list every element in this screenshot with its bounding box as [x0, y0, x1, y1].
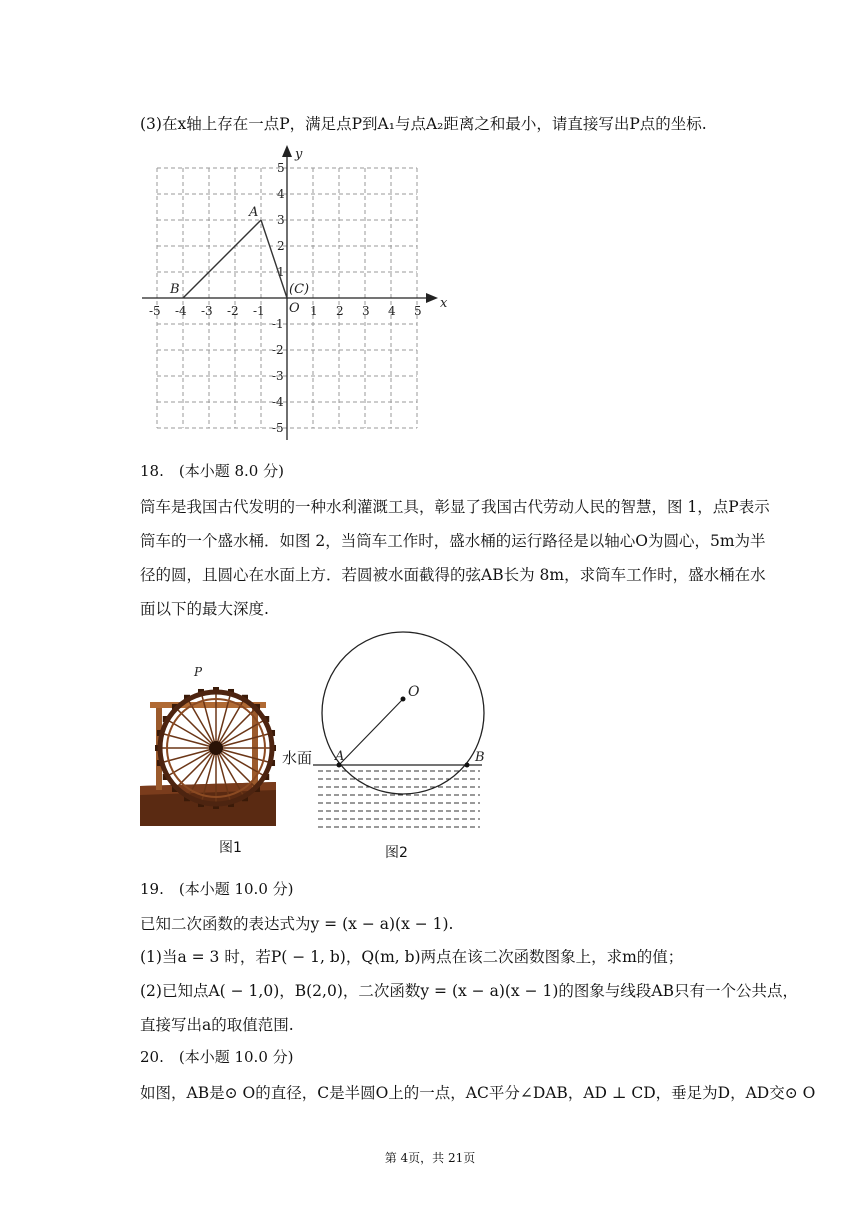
question-19-line-1: 已知二次函数的表达式为y = (x − a)(x − 1).	[140, 915, 454, 933]
problem-17-part-3: (3)在x轴上存在一点P，满足点P到A₁与点A₂距离之和最小，请直接写出P点的坐标.	[140, 115, 707, 133]
question-19-line-3: (2)已知点A( − 1,0)，B(2,0)，二次函数y = (x − a)(x − 1)的图象与线段AB只有一个公共点，	[140, 982, 799, 1000]
x-axis-arrow	[426, 293, 438, 303]
question-18-line-4: 面以下的最大深度.	[140, 600, 269, 618]
question-18-header: 18. (本小题 8.0 分)	[140, 462, 284, 480]
fig2-label-A: A	[335, 749, 345, 764]
question-19-line-2: (1)当a = 3 时，若P( − 1, b)，Q(m, b)两点在该二次函数图象上，求m的值；	[140, 948, 684, 966]
y-tick-label: -4	[272, 395, 284, 409]
y-axis-arrow	[282, 145, 292, 157]
wheel-circle	[322, 632, 484, 794]
y-tick-label: 4	[277, 187, 285, 201]
y-tick-label: 1	[277, 265, 285, 279]
question-20-line-1: 如图，AB是⊙ O的直径，C是半圆O上的一点，AC平分∠DAB，AD ⊥ CD，垂足为D，AD交⊙ O	[140, 1084, 816, 1102]
x-tick-label: 3	[362, 304, 370, 318]
water-wheel-photo	[140, 664, 276, 826]
segment-AC	[261, 220, 287, 298]
x-tick-label: -2	[227, 304, 239, 318]
x-tick-label: -3	[201, 304, 213, 318]
y-tick-label: -3	[272, 369, 284, 383]
question-19-header: 19. (本小题 10.0 分)	[140, 880, 294, 898]
axis-name-x: x	[440, 296, 448, 311]
x-tick-label: 4	[388, 304, 396, 318]
axis-name-y: y	[295, 147, 303, 162]
radius-OA	[339, 699, 403, 765]
center-O	[401, 697, 406, 702]
x-tick-label: -5	[149, 304, 161, 318]
figure-2-caption: 图2	[385, 845, 408, 861]
x-tick-label: -4	[175, 304, 187, 318]
point-label-B: B	[170, 282, 180, 297]
fig2-label-B: B	[475, 750, 485, 765]
question-18-line-2: 筒车的一个盛水桶．如图 2，当筒车工作时，盛水桶的运行路径是以轴心O为圆心，5m为半	[140, 532, 766, 550]
circle-water-diagram	[282, 628, 502, 838]
x-tick-label: 5	[414, 304, 422, 318]
question-20-header: 20. (本小题 10.0 分)	[140, 1048, 294, 1066]
point-label-C: (C)	[289, 282, 310, 297]
coordinate-grid-figure	[140, 140, 460, 445]
point-B	[465, 763, 470, 768]
page-footer: 第 4页，共 21页	[384, 1151, 476, 1165]
y-tick-label: -5	[272, 421, 284, 435]
x-tick-label: 1	[310, 304, 318, 318]
water-surface-label: 水面	[282, 749, 313, 767]
x-tick-label: 2	[336, 304, 344, 318]
segment-BA	[183, 220, 261, 298]
figure-1-caption: 图1	[219, 840, 242, 856]
origin-label-O: O	[289, 301, 300, 316]
y-tick-label: 5	[277, 161, 285, 175]
y-tick-label: 3	[277, 213, 285, 227]
fig2-label-O: O	[408, 684, 420, 700]
y-tick-label: -1	[272, 317, 284, 331]
fig1-label-P: P	[194, 665, 203, 679]
question-19-line-4: 直接写出a的取值范围.	[140, 1016, 294, 1034]
question-18-line-1: 筒车是我国古代发明的一种水利灌溉工具，彰显了我国古代劳动人民的智慧，图 1，点P表示	[140, 498, 770, 516]
x-tick-label: -1	[253, 304, 265, 318]
question-18-line-3: 径的圆，且圆心在水面上方．若圆被水面截得的弦AB长为 8m，求筒车工作时，盛水桶在水	[140, 566, 766, 584]
y-tick-label: 2	[277, 239, 285, 253]
point-label-A: A	[249, 205, 259, 220]
y-tick-label: -2	[272, 343, 284, 357]
